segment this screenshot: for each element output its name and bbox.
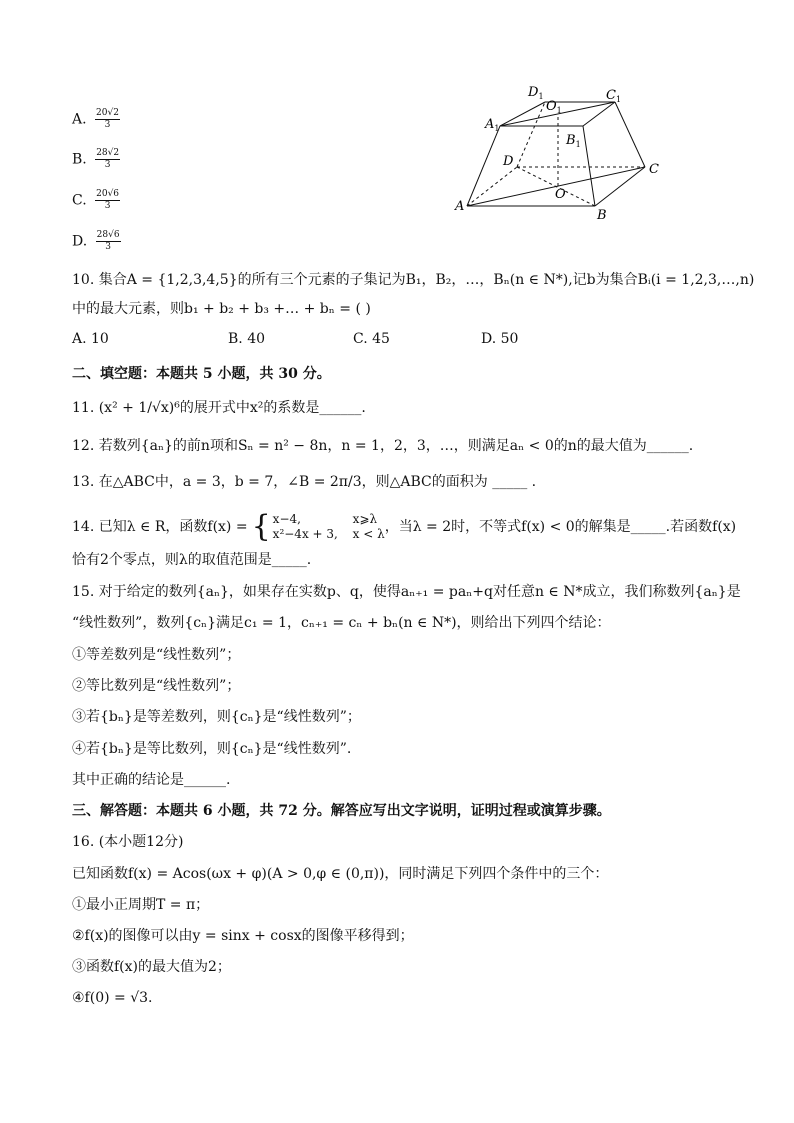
q16-stem: 已知函数f(x) = Acos(ωx + φ)(A > 0,φ ∈ (0,π))，同时满足下列四个条件中的三个： [72, 866, 609, 882]
q10-line2: 中的最大元素，则b₁ + b₂ + b₃ +… + bₙ = ( ) [72, 301, 371, 317]
q14-line1: 14. 已知λ ∈ R，函数f(x) = { x−4, x⩾λ x²−4x + 3, x < λ ，当λ = 2时，不等式f(x) < 0的解集是_____.若函数f(x) [72, 509, 737, 544]
q14-line2: 恰有2个零点，则λ的取值范围是_____. [72, 552, 312, 568]
q16-condition-1: ①最小正周期T = π； [72, 897, 210, 913]
q10-option-d: D. 50 [481, 331, 519, 347]
label-d1: $D_1$ [528, 85, 544, 101]
label-b1: $B_1$ [566, 133, 581, 149]
q9-option-b: B. $\frac{28√2}{3}$ [72, 148, 120, 170]
q13: 13. 在△ABC中，a = 3，b = 7，∠B = 2π/3，则△ABC的面积为 _____ . [72, 474, 537, 490]
label-b: B [597, 208, 607, 223]
q15-item-4: ④若{bₙ}是等比数列，则{cₙ}是“线性数列”. [72, 741, 352, 757]
fraction: $\frac{28√2}{3}$ [96, 148, 120, 170]
q11: 11. (x² + 1/√x)⁶的展开式中x²的系数是______. [72, 400, 366, 416]
edge-b-b1 [583, 126, 595, 206]
q9-option-d: D. $\frac{28√6}{3}$ [72, 230, 120, 252]
edge-c-c1 [615, 102, 645, 167]
fraction: $\frac{20√6}{3}$ [96, 189, 120, 211]
piecewise-brace: { [251, 509, 271, 544]
fraction: $\frac{20√2}{3}$ [96, 108, 119, 130]
q10-option-b: B. 40 [228, 331, 266, 347]
q10-option-c: C. 45 [353, 331, 390, 347]
q12: 12. 若数列{aₙ}的前n项和Sₙ = n² − 8n，n = 1，2，3，…，则满足aₙ < 0的n的最大值为______. [72, 438, 694, 454]
q15-item-1: ①等差数列是“线性数列”； [72, 647, 241, 663]
edge-a1-d1 [500, 102, 545, 126]
q16-condition-2: ②f(x)的图像可以由y = sinx + cosx的图像平移得到； [72, 928, 414, 944]
q15-item-3: ③若{bₙ}是等差数列，则{cₙ}是“线性数列”； [72, 709, 361, 725]
label-o1: $O_1$ [546, 99, 562, 115]
q9-option-a: A. $\frac{20√2}{3}$ [72, 108, 119, 130]
label-c: C [649, 162, 659, 177]
edge-d-d1 [517, 102, 545, 167]
label-a1: $A_1$ [485, 117, 500, 133]
edge-a-a1 [467, 126, 500, 206]
label-c1: $C_1$ [606, 88, 622, 104]
section-3-heading: 三、解答题：本题共 6 小题，共 72 分。解答应写出文字说明，证明过程或演算步骤。 [72, 803, 611, 819]
q16-condition-3: ③函数f(x)的最大值为2； [72, 959, 231, 975]
section-2-heading: 二、填空题：本题共 5 小题，共 30 分。 [72, 366, 331, 382]
q9-option-c: C. $\frac{20√6}{3}$ [72, 189, 120, 211]
q15-item-2: ②等比数列是“线性数列”； [72, 678, 241, 694]
q15-line1: 15. 对于给定的数列{aₙ}，如果存在实数p、q，使得aₙ₊₁ = paₙ+q对任意n ∈ N*成立，我们称数列{aₙ}是 [72, 584, 741, 600]
fraction: $\frac{28√6}{3}$ [96, 230, 120, 252]
q10-line1: 10. 集合A = {1,2,3,4,5}的所有三个元素的子集记为B₁，B₂，…，Bₙ(n ∈ N*),记b为集合Bᵢ(i = 1,2,3,…,n) [72, 272, 755, 288]
q16-title: 16. (本小题12分) [72, 834, 184, 850]
label-o: O [555, 187, 566, 202]
q15-line2: “线性数列”，数列{cₙ}满足c₁ = 1，cₙ₊₁ = cₙ + bₙ(n ∈ N*)，则给出下列四个结论： [72, 615, 611, 631]
piecewise-cases: x−4, x⩾λ x²−4x + 3, x < λ [272, 512, 385, 541]
q16-condition-4: ④f(0) = √3. [72, 990, 153, 1006]
label-d: D [503, 154, 514, 169]
label-a: A [455, 199, 465, 214]
q15-conclusion: 其中正确的结论是______. [72, 772, 231, 788]
frustum-figure [445, 82, 675, 227]
q10-option-a: A. 10 [72, 331, 109, 347]
